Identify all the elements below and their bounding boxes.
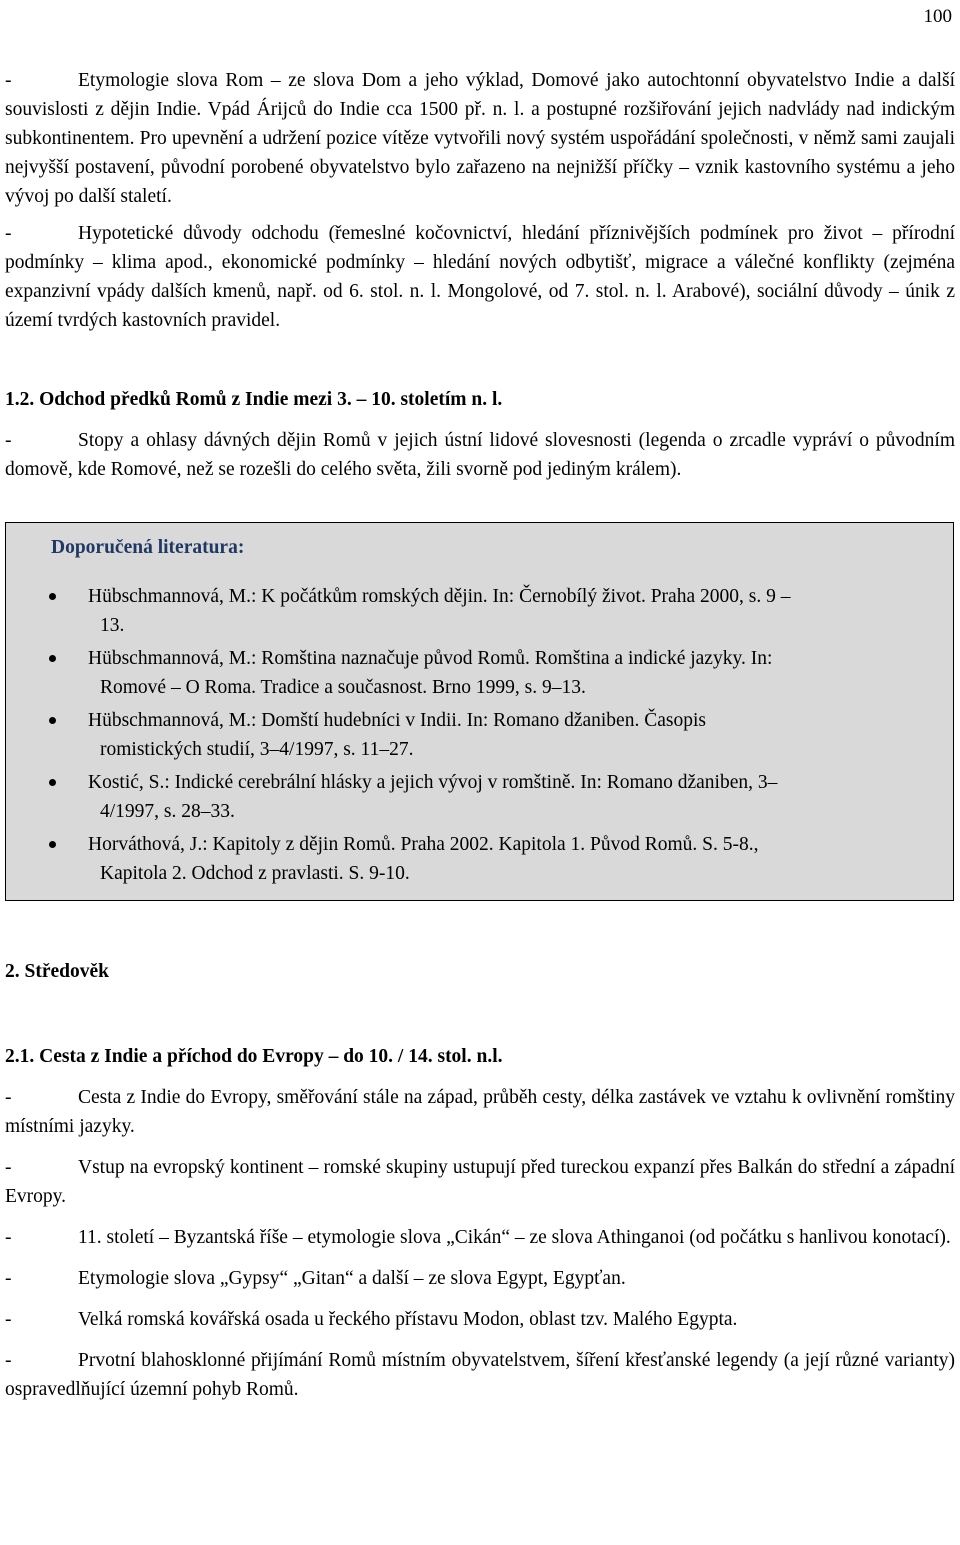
paragraph-entry-europe <box>5 1153 955 1211</box>
paragraph-byzantine <box>5 1223 955 1252</box>
literature-title: Doporučená literatura: <box>51 537 245 558</box>
literature-line: romistických studií, 3–4/1997, s. 11–27. <box>100 739 414 760</box>
paragraph-text: Hypotetické důvody odchodu (řemeslné kočovnictví, hledání příznivějších podmínek pro život – přírodní podmínky – klima apod., ekonomické podmínky – hledání nových odbytišť, migrace a válečné konflikty (zejména expanzivní vpády dalších kmenů, např. od 6. stol. n. l. Mongolové, od 7. stol. n. l. Arabové), sociální důvody – únik z území tvrdých kastovních pravidel. <box>5 223 955 331</box>
bullet-icon <box>49 593 56 600</box>
literature-item <box>51 830 935 888</box>
literature-line: Kostić, S.: Indické cerebrální hlásky a jejich vývoj v romštině. In: Romano džaniben, 3– <box>88 772 778 793</box>
paragraph-text: 11. století – Byzantská říše – etymologie slova „Cikán“ – ze slova Athinganoi (od počátku s hanlivou konotací). <box>78 1227 951 1248</box>
paragraph-reception <box>5 1346 955 1404</box>
list-dash: - <box>5 223 12 244</box>
literature-item <box>51 768 935 826</box>
list-dash: - <box>5 1268 12 1289</box>
paragraph-text: Prvotní blahosklonné přijímání Romů místním obyvatelstvem, šíření křesťanské legendy (a její různé varianty) ospravedlňující územní pohyb Romů. <box>5 1350 955 1400</box>
list-dash: - <box>5 1227 12 1248</box>
literature-line: 13. <box>100 615 125 636</box>
paragraph-text: Vstup na evropský kontinent – romské skupiny ustupují před tureckou expanzí přes Balkán do střední a západní Evropy. <box>5 1157 955 1207</box>
paragraph-text: Etymologie slova „Gypsy“ „Gitan“ a další – ze slova Egypt, Egypťan. <box>78 1268 626 1289</box>
literature-list <box>51 582 935 888</box>
literature-item <box>51 644 935 702</box>
section-heading-2-1: 2.1. Cesta z Indie a příchod do Evropy – do 10. / 14. stol. n.l. <box>5 1046 503 1067</box>
list-dash: - <box>5 70 12 91</box>
literature-line: Romové – O Roma. Tradice a současnost. Brno 1999, s. 9–13. <box>100 677 586 698</box>
literature-line: Hübschmannová, M.: K počátkům romských dějin. In: Černobílý život. Praha 2000, s. 9 – <box>88 586 791 607</box>
literature-line: Hübschmannová, M.: Domští hudebníci v Indii. In: Romano džaniben. Časopis <box>88 710 706 731</box>
list-dash: - <box>5 1350 12 1371</box>
literature-item <box>51 706 935 764</box>
paragraph-gypsy-etymology <box>5 1264 955 1293</box>
paragraph-text: Cesta z Indie do Evropy, směřování stále na západ, průběh cesty, délka zastávek ve vztahu k ovlivnění romštiny místními jazyky. <box>5 1087 955 1137</box>
paragraph-etymology-rom <box>5 66 955 211</box>
bullet-icon <box>49 779 56 786</box>
list-dash: - <box>5 430 12 451</box>
paragraph-journey <box>5 1083 955 1141</box>
recommended-literature-box <box>5 522 954 901</box>
paragraph-hypothetical-reasons <box>5 219 955 335</box>
paragraph-modon <box>5 1305 955 1334</box>
document-body <box>5 66 955 1404</box>
list-dash: - <box>5 1309 12 1330</box>
literature-item <box>51 582 935 640</box>
bullet-icon <box>49 717 56 724</box>
literature-line: Horváthová, J.: Kapitoly z dějin Romů. Praha 2002. Kapitola 1. Původ Romů. S. 5-8., <box>88 834 759 855</box>
literature-line: Hübschmannová, M.: Romština naznačuje původ Romů. Romština a indické jazyky. In: <box>88 648 773 669</box>
section-heading-1-2: 1.2. Odchod předků Romů z Indie mezi 3. – 10. stoletím n. l. <box>5 389 503 410</box>
bullet-icon <box>49 655 56 662</box>
bullet-icon <box>49 841 56 848</box>
paragraph-text: Velká romská kovářská osada u řeckého přístavu Modon, oblast tzv. Malého Egypta. <box>78 1309 738 1330</box>
list-dash: - <box>5 1157 12 1178</box>
literature-line: Kapitola 2. Odchod z pravlasti. S. 9-10. <box>100 863 410 884</box>
literature-line: 4/1997, s. 28–33. <box>100 801 235 822</box>
chapter-heading-2: 2. Středověk <box>5 961 109 982</box>
list-dash: - <box>5 1087 12 1108</box>
paragraph-text: Etymologie slova Rom – ze slova Dom a jeho výklad, Domové jako autochtonní obyvatelstvo Indie a další souvislosti z dějin Indie. Vpád Árijců do Indie cca 1500 př. n. l. a postupné rozšiřování jejich nadvlády nad indickým subkontinentem. Pro upevnění a udržení pozice vítěze vytvořili nový systém uspořádání společnosti, v němž sami zaujali nejvyšší postavení, původní porobené obyvatelstvo bylo zařazeno na nejnižší příčky – vznik kastovního systému a jeho vývoj po další staletí. <box>5 70 955 207</box>
page-number: 100 <box>923 6 952 27</box>
paragraph-text: Stopy a ohlasy dávných dějin Romů v jejich ústní lidové slovesnosti (legenda o zrcadle vypráví o původním domově, kde Romové, než se rozešli do celého světa, žili svorně pod jediným králem). <box>5 430 955 480</box>
paragraph-traces-legends <box>5 426 955 484</box>
